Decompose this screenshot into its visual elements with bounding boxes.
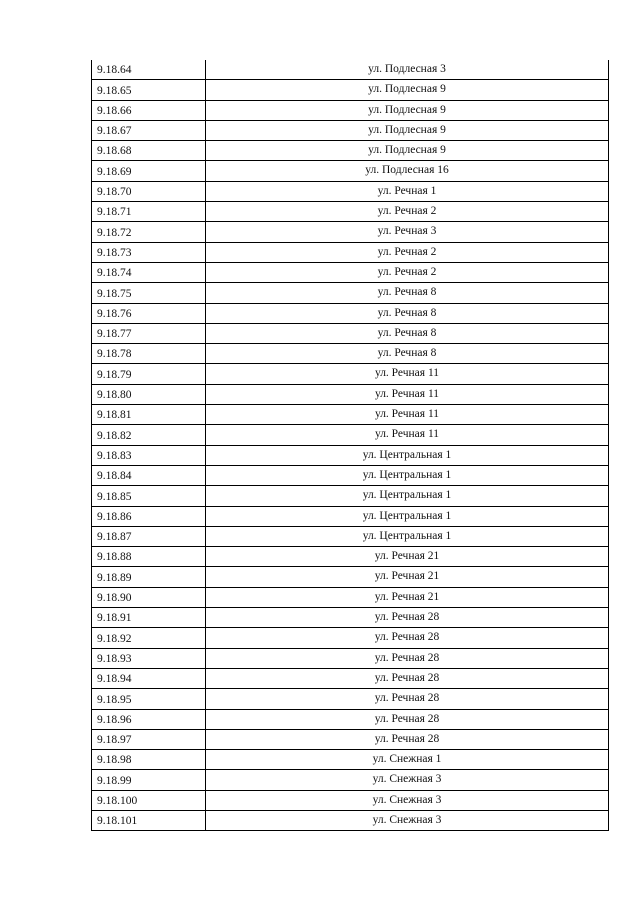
address-cell: ул. Речная 11	[206, 425, 609, 445]
address-cell: ул. Подлесная 9	[206, 80, 609, 100]
row-number-cell: 9.18.86	[92, 506, 206, 526]
address-cell: ул. Центральная 1	[206, 486, 609, 506]
table-row	[92, 323, 609, 343]
table-row	[92, 668, 609, 688]
address-cell: ул. Речная 8	[206, 344, 609, 364]
table-row	[92, 60, 609, 80]
address-cell: ул. Речная 21	[206, 567, 609, 587]
address-cell: ул. Речная 28	[206, 648, 609, 668]
table-row	[92, 810, 609, 830]
address-cell: ул. Речная 11	[206, 405, 609, 425]
address-cell: ул. Речная 2	[206, 202, 609, 222]
table-row	[92, 80, 609, 100]
table-row	[92, 202, 609, 222]
row-number-cell: 9.18.79	[92, 364, 206, 384]
table-row	[92, 526, 609, 546]
table-row	[92, 344, 609, 364]
row-number-cell: 9.18.93	[92, 648, 206, 668]
table-row	[92, 283, 609, 303]
table-row	[92, 689, 609, 709]
table-row	[92, 790, 609, 810]
row-number-cell: 9.18.98	[92, 750, 206, 770]
address-cell: ул. Речная 1	[206, 181, 609, 201]
row-number-cell: 9.18.65	[92, 80, 206, 100]
row-number-cell: 9.18.99	[92, 770, 206, 790]
row-number-cell: 9.18.69	[92, 161, 206, 181]
table-row	[92, 608, 609, 628]
row-number-cell: 9.18.72	[92, 222, 206, 242]
table-row	[92, 547, 609, 567]
table-row	[92, 486, 609, 506]
row-number-cell: 9.18.90	[92, 587, 206, 607]
address-table-body	[92, 60, 609, 831]
table-row	[92, 405, 609, 425]
row-number-cell: 9.18.100	[92, 790, 206, 810]
table-row	[92, 425, 609, 445]
row-number-cell: 9.18.91	[92, 608, 206, 628]
address-cell: ул. Речная 28	[206, 709, 609, 729]
table-row	[92, 141, 609, 161]
address-cell: ул. Центральная 1	[206, 445, 609, 465]
table-row	[92, 445, 609, 465]
table-row	[92, 120, 609, 140]
table-row	[92, 729, 609, 749]
address-cell: ул. Речная 28	[206, 628, 609, 648]
address-cell: ул. Речная 28	[206, 668, 609, 688]
row-number-cell: 9.18.92	[92, 628, 206, 648]
row-number-cell: 9.18.78	[92, 344, 206, 364]
row-number-cell: 9.18.84	[92, 465, 206, 485]
address-cell: ул. Снежная 3	[206, 790, 609, 810]
table-row	[92, 384, 609, 404]
table-row	[92, 587, 609, 607]
table-row	[92, 465, 609, 485]
row-number-cell: 9.18.74	[92, 262, 206, 282]
row-number-cell: 9.18.70	[92, 181, 206, 201]
address-cell: ул. Снежная 3	[206, 810, 609, 830]
address-cell: ул. Речная 2	[206, 242, 609, 262]
address-cell: ул. Подлесная 3	[206, 60, 609, 80]
row-number-cell: 9.18.96	[92, 709, 206, 729]
address-cell: ул. Центральная 1	[206, 526, 609, 546]
address-cell: ул. Подлесная 9	[206, 120, 609, 140]
row-number-cell: 9.18.94	[92, 668, 206, 688]
row-number-cell: 9.18.89	[92, 567, 206, 587]
table-row	[92, 222, 609, 242]
address-cell: ул. Речная 28	[206, 608, 609, 628]
address-cell: ул. Речная 8	[206, 283, 609, 303]
row-number-cell: 9.18.75	[92, 283, 206, 303]
address-cell: ул. Подлесная 16	[206, 161, 609, 181]
address-cell: ул. Речная 11	[206, 364, 609, 384]
row-number-cell: 9.18.66	[92, 100, 206, 120]
row-number-cell: 9.18.85	[92, 486, 206, 506]
address-cell: ул. Центральная 1	[206, 506, 609, 526]
address-cell: ул. Речная 28	[206, 729, 609, 749]
table-row	[92, 709, 609, 729]
row-number-cell: 9.18.68	[92, 141, 206, 161]
table-row	[92, 750, 609, 770]
table-row	[92, 161, 609, 181]
address-cell: ул. Речная 28	[206, 689, 609, 709]
table-row	[92, 364, 609, 384]
address-cell: ул. Речная 11	[206, 384, 609, 404]
row-number-cell: 9.18.71	[92, 202, 206, 222]
row-number-cell: 9.18.87	[92, 526, 206, 546]
row-number-cell: 9.18.88	[92, 547, 206, 567]
row-number-cell: 9.18.77	[92, 323, 206, 343]
row-number-cell: 9.18.83	[92, 445, 206, 465]
row-number-cell: 9.18.80	[92, 384, 206, 404]
address-cell: ул. Снежная 3	[206, 770, 609, 790]
table-row	[92, 303, 609, 323]
table-row	[92, 181, 609, 201]
row-number-cell: 9.18.64	[92, 60, 206, 80]
row-number-cell: 9.18.67	[92, 120, 206, 140]
address-cell: ул. Речная 8	[206, 323, 609, 343]
row-number-cell: 9.18.82	[92, 425, 206, 445]
address-cell: ул. Центральная 1	[206, 465, 609, 485]
table-row	[92, 567, 609, 587]
row-number-cell: 9.18.101	[92, 810, 206, 830]
table-row	[92, 506, 609, 526]
address-cell: ул. Подлесная 9	[206, 141, 609, 161]
row-number-cell: 9.18.81	[92, 405, 206, 425]
table-row	[92, 100, 609, 120]
row-number-cell: 9.18.76	[92, 303, 206, 323]
address-cell: ул. Снежная 1	[206, 750, 609, 770]
address-table	[91, 60, 609, 831]
table-row	[92, 648, 609, 668]
table-row	[92, 770, 609, 790]
row-number-cell: 9.18.73	[92, 242, 206, 262]
address-cell: ул. Речная 3	[206, 222, 609, 242]
row-number-cell: 9.18.95	[92, 689, 206, 709]
table-row	[92, 628, 609, 648]
table-row	[92, 262, 609, 282]
address-cell: ул. Речная 2	[206, 262, 609, 282]
address-cell: ул. Речная 8	[206, 303, 609, 323]
address-cell: ул. Речная 21	[206, 547, 609, 567]
address-cell: ул. Подлесная 9	[206, 100, 609, 120]
row-number-cell: 9.18.97	[92, 729, 206, 749]
table-row	[92, 242, 609, 262]
address-cell: ул. Речная 21	[206, 587, 609, 607]
